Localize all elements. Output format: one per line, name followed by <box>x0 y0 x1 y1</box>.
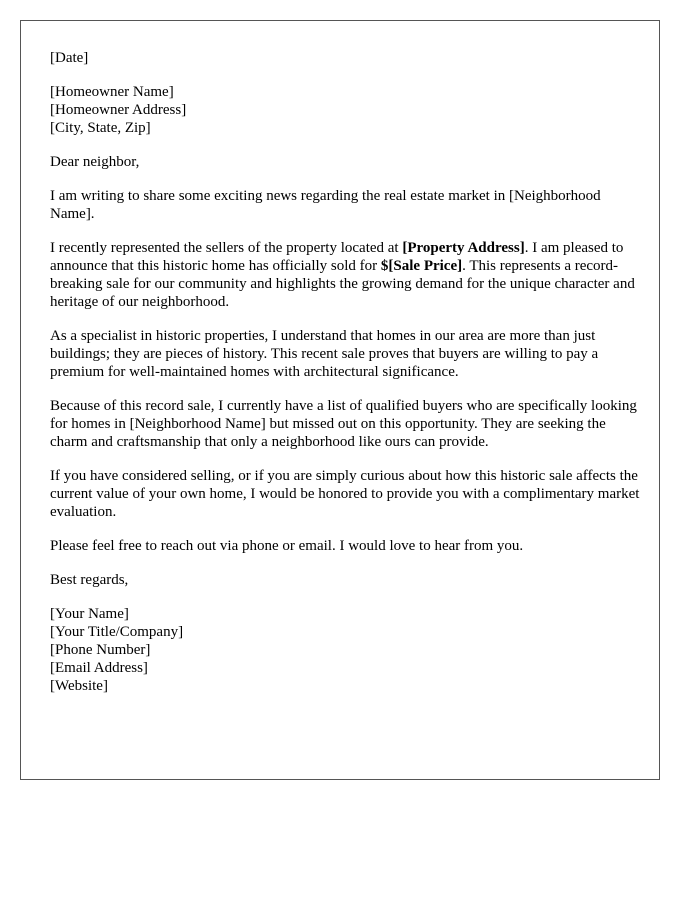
signature-title-company: [Your Title/Company] <box>50 624 184 640</box>
sale-text-part2: . I am pleased to announce that this historic home has officially sold for <box>50 240 624 274</box>
salutation: Dear neighbor, <box>50 154 140 170</box>
closing: Best regards, <box>50 572 129 588</box>
recipient-name: [Homeowner Name] <box>50 84 174 100</box>
recipient-city-state-zip: [City, State, Zip] <box>50 120 151 136</box>
recipient-block <box>50 83 640 137</box>
paragraph-specialist: As a specialist in historic properties, I understand that homes in our area are more than just buildings; they are pieces of history. This recent sale proves that buyers are willing to pay a premium for well-maintained homes with architectural significance. <box>50 328 599 380</box>
property-address: [Property Address] <box>402 240 525 256</box>
paragraph-intro: I am writing to share some exciting news regarding the real estate market in [Neighborhood Name]. <box>50 188 601 222</box>
signature-website: [Website] <box>50 678 108 694</box>
paragraph-buyers: Because of this record sale, I currently have a list of qualified buyers who are specifically looking for homes in [Neighborhood Name] but missed out on this opportunity. They are seeking the charm and craftsmanship that only a neighborhood like ours can provide. <box>50 398 637 450</box>
recipient-address: [Homeowner Address] <box>50 102 187 118</box>
letter-page <box>20 20 660 780</box>
signature-email: [Email Address] <box>50 660 148 676</box>
letter-body <box>50 49 640 711</box>
signature-phone: [Phone Number] <box>50 642 151 658</box>
signature-name: [Your Name] <box>50 606 129 622</box>
paragraph-contact: Please feel free to reach out via phone or email. I would love to hear from you. <box>50 538 524 554</box>
paragraph-sale-announcement <box>50 239 640 311</box>
paragraph-evaluation: If you have considered selling, or if you are simply curious about how this historic sale affects the current value of your own home, I would be honored to provide you with a complimentary market evaluation. <box>50 468 640 520</box>
sale-text-part3: . This represents a record-breaking sale for our community and highlights the growing demand for the unique character and heritage of our neighborhood. <box>50 258 635 310</box>
sale-text-part1: I recently represented the sellers of the property located at <box>50 240 403 256</box>
sale-price: $[Sale Price] <box>380 258 463 274</box>
letter-date: [Date] <box>50 50 89 66</box>
signature-block <box>50 605 640 695</box>
